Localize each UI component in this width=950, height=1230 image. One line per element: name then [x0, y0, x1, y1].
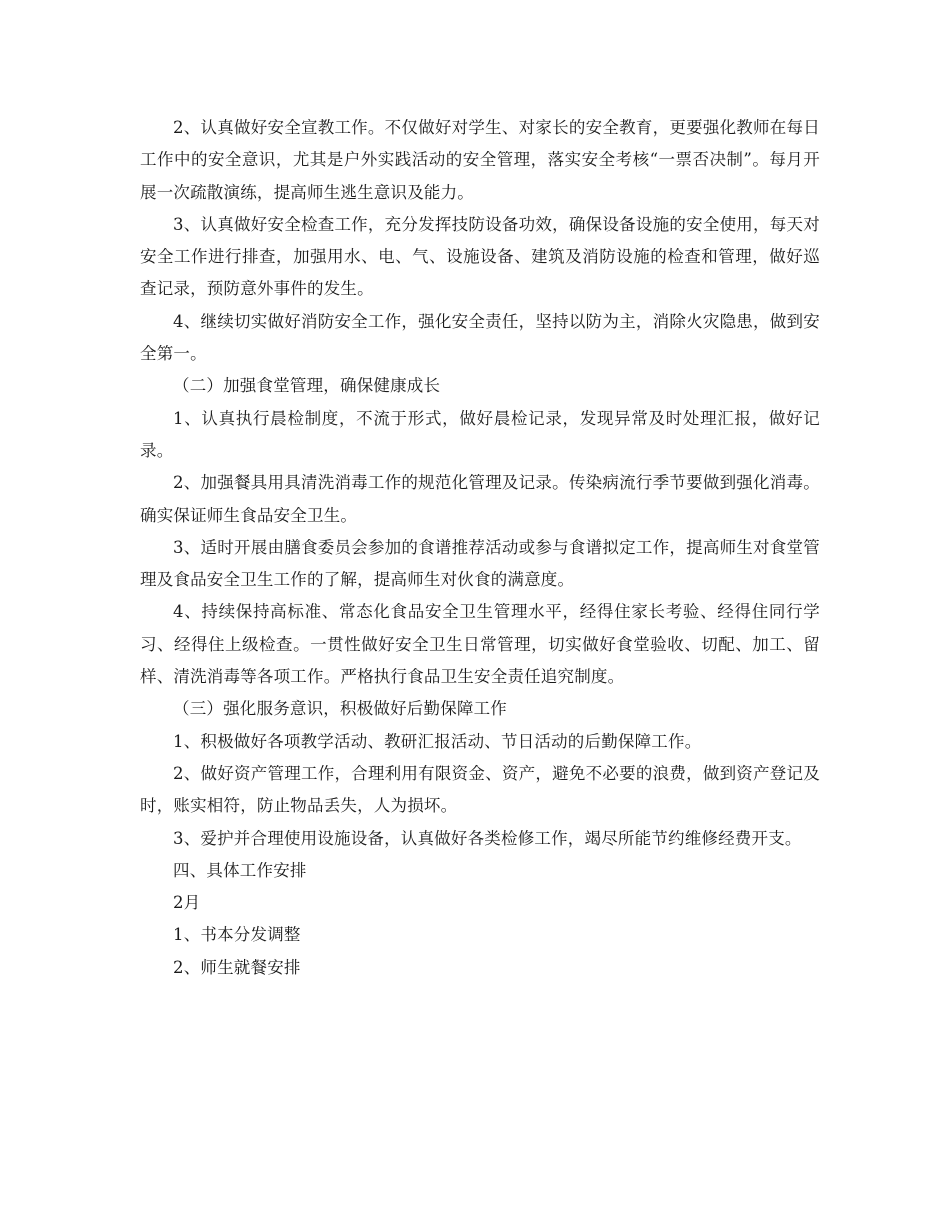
paragraph-asset-management: 2、做好资产管理工作，合理利用有限资金、资产，避免不必要的浪费，做到资产登记及时，账实相符，防止物品丢失，人为损坏。	[140, 763, 820, 816]
document-page	[140, 112, 820, 984]
paragraph-morning-check: 1、认真执行晨检制度，不流于形式，做好晨检记录，发现异常及时处理汇报，做好记录。	[140, 408, 820, 460]
paragraph-disinfection: 2、加强餐具用具清洗消毒工作的规范化管理及记录。传染病流行季节要做到强化消毒。确实保证师生食品安全卫生。	[140, 473, 820, 525]
schedule-item-books: 1、书本分发调整	[173, 925, 301, 945]
section-heading-canteen: （二）加强食堂管理，确保健康成长	[173, 376, 441, 396]
paragraph-safety-education: 2、认真做好安全宣教工作。不仅做好对学生、对家长的安全教育，更要强化教师在每日工作中的安全意识，尤其是户外实践活动的安全管理，落实安全考核“一票否决制”。每月开展一次疏散演练，提高师生逃生意识及能力。	[140, 118, 820, 202]
section-heading-schedule: 四、具体工作安排	[173, 860, 307, 880]
paragraph-fire-safety: 4、继续切实做好消防安全工作，强化安全责任，坚持以防为主，消除火灾隐患，做到安全第一。	[140, 311, 820, 364]
schedule-month: 2月	[173, 893, 201, 913]
paragraph-equipment-maintenance: 3、爱护并合理使用设施设备，认真做好各类检修工作，竭尽所能节约维修经费开支。	[173, 828, 802, 848]
paragraph-logistics-support: 1、积极做好各项教学活动、教研汇报活动、节日活动的后勤保障工作。	[173, 731, 702, 751]
paragraph-food-hygiene: 4、持续保持高标准、常态化食品安全卫生管理水平，经得住家长考验、经得住同行学习、经得住上级检查。一贯性做好安全卫生日常管理，切实做好食堂验收、切配、加工、留样、清洗消毒等各项工作。严格执行食品卫生安全责任追究制度。	[140, 602, 820, 687]
paragraph-safety-inspection: 3、认真做好安全检查工作，充分发挥技防设备功效，确保设备设施的安全使用，每天对安全工作进行排查，加强用水、电、气、设施设备、建筑及消防设施的检查和管理，做好巡查记录，预防意外事件的发生。	[140, 214, 820, 299]
section-heading-service: （三）强化服务意识，积极做好后勤保障工作	[173, 699, 507, 719]
schedule-item-dining: 2、师生就餐安排	[173, 957, 301, 977]
paragraph-menu-recommendation: 3、适时开展由膳食委员会参加的食谱推荐活动或参与食谱拟定工作，提高师生对食堂管理及食品安全卫生工作的了解，提高师生对伙食的满意度。	[140, 537, 820, 590]
